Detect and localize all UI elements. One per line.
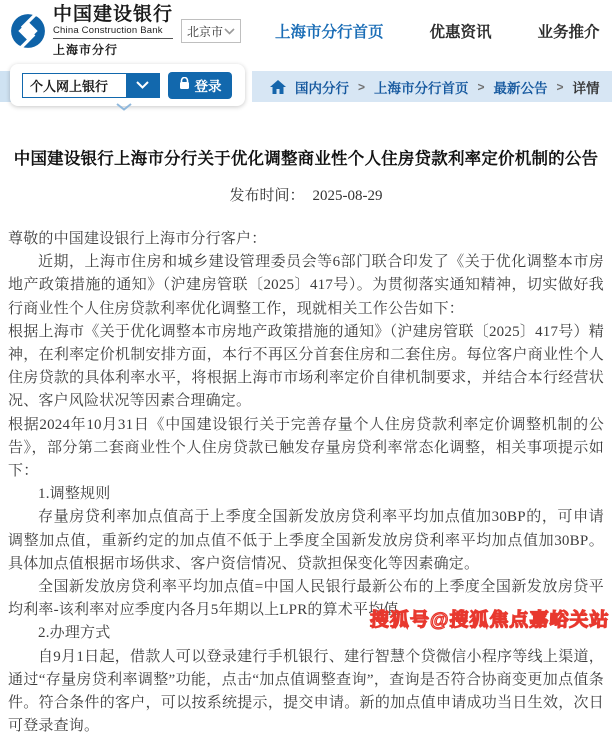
region-select-value: 北京市 [187,24,224,39]
paragraph: 2.办理方式 [38,625,111,642]
breadcrumb-separator: > [556,79,564,94]
login-button-label: 登录 [194,79,222,94]
login-channel-value: 个人网上银行 [30,78,109,94]
login-button[interactable] [168,72,232,99]
nav-promotions[interactable]: 优惠资讯 [429,24,492,41]
announcement-article [0,145,612,738]
announcement-title: 中国建设银行上海市分行关于优化调整商业性个人住房贷款利率定价机制的公告 [13,149,599,168]
region-select[interactable] [181,19,241,43]
home-icon[interactable] [270,80,286,94]
sub-bar [0,62,612,107]
bank-brand [10,5,173,58]
paragraph: 根据上海市《关于优化调整本市房地产政策措施的通知》（沪建房管联〔2025〕417号）精神，在利率定价机制安排方面，本行不再区分首套住房和二套住房。每位客户商业性个人住房贷款的具体利率水平，将根据上海市市场利率定价自律机制要求，并结合本行经营状况、客户风险状况等因素合理确定。 [8,323,604,410]
paragraph: 自9月1日起，借款人可以登录建行手机银行、建行智慧个贷微信小程序等线上渠道，通过“存量房贷利率调整”功能，点击“加点值调整查询”，查询是否符合协商变更加点值条件。符合条件的客户，可以按系统提示，提交申请。新的加点值申请成功当日生效，次日可登录查询。 [8,648,604,735]
bank-name-cn: 中国建设银行 [53,3,174,25]
bank-name-en: China Construction Bank [53,25,173,39]
sohu-watermark: 搜狐号@搜狐焦点嘉峪关站 [370,610,611,631]
breadcrumb-item[interactable]: 上海市分行首页 [374,80,469,96]
breadcrumb-item: 详情 [572,80,600,96]
panel-collapse-chevron-icon[interactable] [116,98,132,116]
paragraph: 根据2024年10月31日《中国建设银行关于完善存量个人住房贷款利率定价调整机制的公告》，部分第二套商业性个人住房贷款已触发存量房贷利率常态化调整，相关事项提示如下： [8,416,604,480]
breadcrumb-separator: > [477,79,485,94]
breadcrumb-item[interactable]: 最新公告 [493,80,548,96]
paragraph: 存量房贷利率加点值高于上季度全国新发放房贷利率平均加点值加30BP的，可申请调整加点值，重新约定的加点值不低于上季度全国新发放房贷利率平均加点值加30BP。具体加点值根据市场供求、客户资信情况、贷款担保变化等因素确定。 [8,509,604,572]
nav-shanghai-branch-home[interactable]: 上海市分行首页 [275,24,384,41]
publish-date-line [8,184,604,205]
breadcrumb [252,71,612,102]
publish-date-label: 发布时间： [229,188,305,204]
ccb-logo-icon [10,13,46,49]
login-channel-select[interactable] [22,73,160,98]
top-header [0,0,612,62]
breadcrumb-separator: > [358,79,366,94]
paragraph: 1.调整规则 [38,486,111,503]
breadcrumb-item[interactable]: 国内分行 [295,80,349,96]
lock-icon [179,77,190,93]
bank-branch: 上海市分行 [53,42,119,57]
paragraph: 近期，上海市住房和城乡建设管理委员会等6部门联合印发了《关于优化调整本市房地产政策措施的通知》（沪建房管联〔2025〕417号）。为贯彻落实通知精神，切实做好我行商业性个人住房贷款利率优化调整工作，现就相关工作公告如下： [8,254,604,317]
chevron-down-icon [224,24,235,38]
article-body [8,228,604,738]
paragraph: 全国新发放房贷利率平均加点值=中国人民银行最新公布的上季度全国新发放房贷平均利率-该利率对应季度内各月5年期以上LPR的算术平均值。 [8,579,604,619]
paragraph: 尊敬的中国建设银行上海市分行客户： [8,231,267,247]
chevron-down-icon[interactable] [126,74,159,97]
top-nav [275,20,600,42]
nav-business-recommend[interactable]: 业务推介 [537,24,600,41]
publish-date-value: 2025-08-29 [312,188,383,204]
